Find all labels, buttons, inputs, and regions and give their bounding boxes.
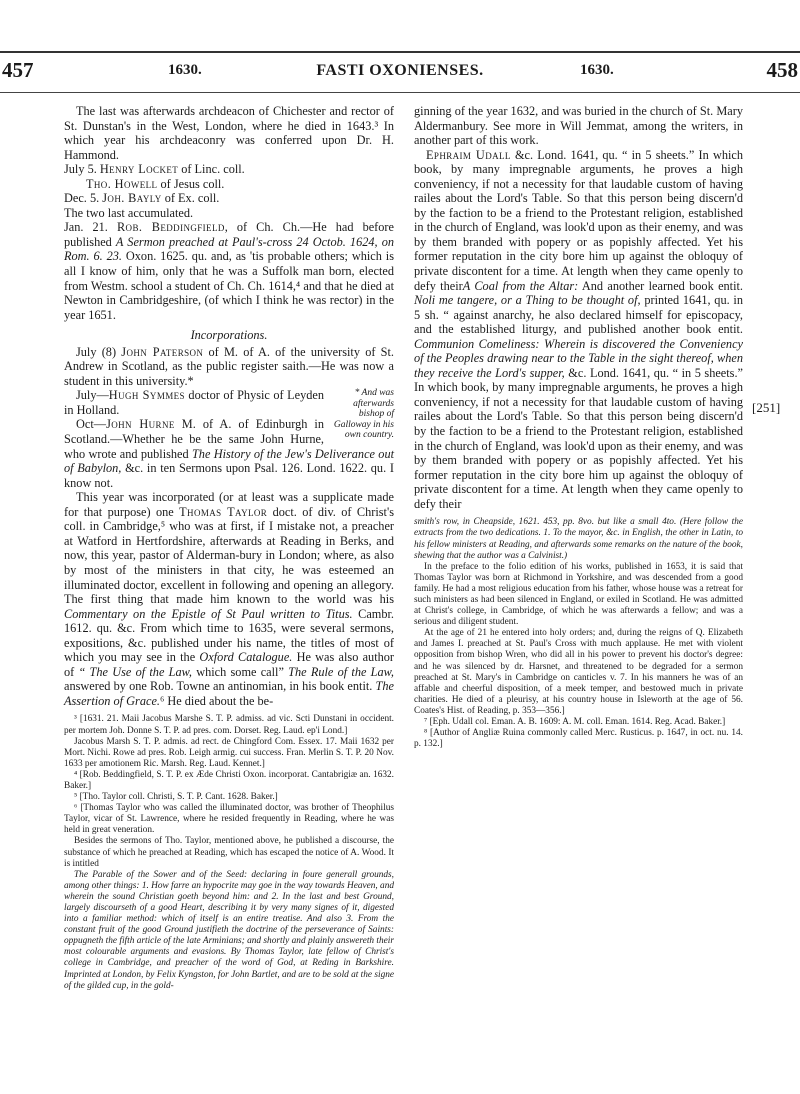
person-name: Thomas Taylor (179, 504, 268, 519)
person-name: John Paterson (121, 344, 204, 359)
entry-bayly: Dec. 5. Joh. Bayly of Ex. coll. (64, 191, 220, 206)
person-name: Tho. Howell (86, 176, 158, 191)
paragraph: ginning of the year 1632, and was buried in the church of St. Mary Aldermanbury. See more in Will Jemmat, among the writers, in another part of this work. (414, 104, 743, 148)
person-name: Ephraim Udall (426, 147, 511, 162)
footnotes-left (64, 714, 394, 991)
footnote: At the age of 21 he entered into holy orders; and, during the reigns of Q. Elizabeth and James I. preached at St. Paul's Cross with much applause. He met with violent opposition from bishop Wren, who did all in his power to prevent his doctor's degree: and he was silenced by dr. Harsnet, and threatened to be degraded for a sermon preached at St. Mary's in Cambridge on canticles v. 7. In his manners he was of an affable and cheerful disposition, of a meek temper, and bestowed much in private charities. He died of a pleurisy, at his country house in Isleworth at the age of 56. Coates's Hist. of Reading, p. 353—356.] (414, 628, 743, 716)
entry-locket: July 5. Henry Locket of Linc. coll. (64, 162, 245, 177)
left-column (64, 104, 394, 992)
entry-beddingfield: Jan. 21. Rob. Beddingfield, of Ch. Ch.—He had before published A Sermon preached at Paul's-cross 24 Octob. 1624, on Rom. 6. 23. Oxon. 1625. qu. and, as 'tis probable others; which is all I know of him, only that he was a Suffolk man born, elected from Westm. school a student of Ch. Ch. 1614,⁴ and that he died at Newton in Cambridgeshire, (of which I think he was rector) in the year 1651. (64, 220, 394, 322)
right-column (414, 104, 743, 750)
year-left: 1630. (168, 62, 202, 78)
top-rule (0, 51, 800, 53)
footnote: Jacobus Marsh S. T. P. admis. ad rect. de Chingford Com. Essex. 17. Maii 1632 per Mort. Nichi. Rowe ad pres. Rob. Leigh armig. cui success. Fran. Merlin S. T. P. 20 Nov. 1633 per amotionem Ric. Marsh. Reg. Laud. Kennet.] (64, 736, 394, 769)
entry-paterson: July (8) John Paterson of M. of A. of the university of St. Andrew in Scotland, as the public register saith.—He was now a student in this university.* (64, 344, 394, 388)
margin-reference: [251] (752, 400, 781, 415)
year-right: 1630. (580, 62, 614, 78)
paragraph: The last was afterwards archdeacon of Chichester and rector of St. Dunstan's in the West, London, where he died in 1643.³ In which year his archdeaconry was conferred upon Dr. H. Hammond. (64, 104, 394, 162)
running-title: FASTI OXONIENSES. (316, 62, 484, 79)
person-name: Rob. Beddingfield (116, 220, 225, 235)
person-name: Joh. Bayly (102, 191, 162, 206)
footnote: smith's row, in Cheapside, 1621. 453, pp. 8vo. but like a small 4to. (Here follow the extracts from the two dedications. 1. To the mayor, &c. in English, the other in Latin, to his fellow ministers at Reading, and afterwards some remarks on the nature of the book, shewing that the author was a Calvinist.) (414, 517, 743, 561)
footnote: In the preface to the folio edition of his works, published in 1653, it is said that Thomas Taylor was born at Richmond in Yorkshire, and was descended from a good family. He had a most religious education from his father, whose house was a retreat for such ministers as had been silenced in England, or exiled in Scotland. He was admitted at Christ's college, in Cambridge, of which he was afterwards a fellow; and was a serious and diligent student. (414, 561, 743, 628)
entry-hurne: Oct—John Hurne M. of A. of Edinburgh in Scotland.—Whether he be the same John Hurne, who wrote and published The History of the Jew's Deliverance out of Babylon, &c. in ten Sermons upon Psal. 126. Lond. 1622. qu. I know not. (64, 417, 395, 490)
page-number-left: 457 (2, 58, 34, 82)
side-note: * And was afterwards bishop of Galloway in his own country. (333, 388, 394, 441)
entry-howell: Tho. Howell of Jesus coll. (86, 176, 225, 191)
header-rule (0, 92, 800, 93)
footnote: ⁸ [Author of Angliæ Ruina commonly called Merc. Rusticus. p. 1647, in oct. nu. 14. p. 132.] (414, 728, 743, 750)
entry-udall: Ephraim Udall &c. Lond. 1641, qu. “ in 5 sheets.” In which book, by many impregnable arguments, he proves a high conveniency, if not a necessity for that laudable custom of having railes about the Lord's Table. So that this person being discern'd by the faction to be a friend to the Protestant religion, established in the church of England, was look'd upon as their enemy, and was by them branded with popery or as popishly affected. Yet his former reputation in the city bore him up against the obloquy of private discontent for a time. At length when they came openly to defy theirA Coal from the Altar: And another learned book entit. Noli me tangere, or a Thing to be thought of, printed 1641, qu. in 5 sh. “ against anarchy, he also declared himself for episcopacy, and the established liturgy, and published another book entit. Communion Comeliness: Wherein is discovered the Conveniency of the Peoples drawing near to the Table in the sight thereof, when they receive the Lord's supper, &c. Lond. 1641, qu. “ in 5 sheets.” In which book, by many impregnable arguments, he proves a high conveniency, if not a necessity for that laudable custom of having railes about the Lord's Table. So that this person being discern'd by the faction to be a friend to the Protestant religion, established in the church of England, was look'd upon as their enemy, and was by them branded with popery or as popishly affected. Yet his former reputation in the city bore him up against the obloquy of private discontent for a time. At length when they came openly to defy their (414, 147, 743, 511)
footnote: ⁶ [Thomas Taylor who was called the illuminated doctor, was brother of Theophilus Taylor, vicar of St. Lawrence, where he resided frequently in Reading, where he was held in great veneration. (64, 803, 394, 836)
person-name: John Hurne (106, 417, 175, 432)
footnote: ³ [1631. 21. Maii Jacobus Marshe S. T. P. admiss. ad vic. Scti Dunstani in occident. per mortem Joh. Donne S. T. P. ad pres. com. Dorset. Reg. Laud. ep'i Lond.] (64, 714, 394, 736)
footnote: ⁵ [Tho. Taylor coll. Christi, S. T. P. Cant. 1628. Baker.] (74, 792, 278, 803)
footnote: Besides the sermons of Tho. Taylor, mentioned above, he published a discourse, the substance of which he preached at Reading, which has escaped the notice of A. Wood. It is intitled (64, 836, 394, 869)
footnote: ⁷ [Eph. Udall col. Eman. A. B. 1609: A. M. coll. Eman. 1614. Reg. Acad. Baker.] (424, 717, 726, 727)
entry-symmes: * And was afterwards bishop of Galloway in his own country. July—Hugh Symmes doctor of Physic of Leyden in Holland. (64, 388, 394, 441)
footnote: ⁴ [Rob. Beddingfield, S. T. P. ex Æde Christi Oxon. incorporat. Cantabrigiæ an. 1632. Baker.] (64, 769, 394, 791)
person-name: Henry Locket (99, 162, 179, 177)
footnote: The Parable of the Sower and of the Seed: declaring in foure generall grounds, among other things: 1. How farre an hypocrite may goe in the way towards Heaven, and wherein the sound Christian goeth beyond him: and 2. In the last and best Ground, largely discourseth of a good Heart, describing it by very many signes of it, digested into a familiar method: which of itself is an entire treatise. And also 3. From the constant fruit of the good Ground justifieth the doctrine of the perseverance of Saints: oppugneth the fifth article of the late Arminians; and shortly and plainly answereth their most colourable arguments and evasions. By Thomas Taylor, late fellow of Christ's college in Cambridge, and preacher of the word of God, at Reding in Barkshire. Imprinted at London, by Felix Kyngston, for John Bartlet, and are to be sold at the signe of the gilded cup, in the gold- (64, 869, 394, 991)
person-name: Hugh Symmes (108, 388, 185, 403)
running-header (0, 60, 800, 90)
paragraph: The two last accumulated. (64, 205, 194, 220)
section-heading: Incorporations. (190, 328, 268, 343)
page-number-right: 458 (766, 58, 798, 82)
footnotes-right (414, 517, 743, 750)
entry-taylor: This year was incorporated (or at least was a supplicate made for that purpose) one Thomas Taylor doct. of div. of Christ's coll. in Cambridge,⁵ who was at first, if I mistake not, a preacher at Watford in Hertfordshire, afterwards at Reading in Berks, and now, this year, pastor of Alderman-bury in London; where, as also by most of the ministers in that city, he was esteemed an illuminated doctor, excellent in following and opening an allegory. The first thing that made him known to the world was his Commentary on the Epistle of St Paul written to Titus. Cambr. 1612. qu. &c. From which time to 1635, were several sermons, expositions, &c. published under his name, the titles of most of which you may see in the Oxford Catalogue. He was also author of “ The Use of the Law, which some call” The Rule of the Law, answered by one Rob. Towne an antinomian, in his book entit. The Assertion of Grace.⁶ He died about the be- (64, 490, 395, 708)
